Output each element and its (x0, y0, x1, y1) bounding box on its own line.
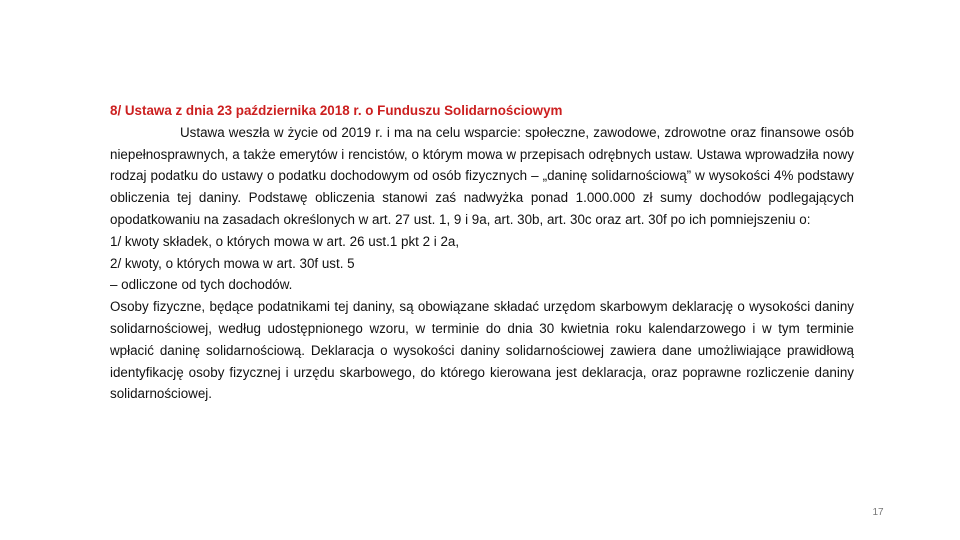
list-item-2: 2/ kwoty, o których mowa w art. 30f ust. 5 (110, 255, 355, 271)
paragraph-obligations: Osoby fizyczne, będące podatnikami tej daniny, są obowiązane składać urzędom skarbowym deklarację o wysokości daniny solidarnościowej, według udostępnionego wzoru, w terminie do dnia 30 kwietnia roku kalendarzowego i w tym terminie wpłacić daninę solidarnościową. Deklaracja o wysokości daniny solidarnościowej zawiera dane umożliwiające prawidłową identyfikację osoby fizycznej i urzędu skarbowego, do którego kierowana jest deklaracja, oraz poprawne rozliczenie daniny solidarnościowej. (110, 299, 854, 402)
slide-heading: 8/ Ustawa z dnia 23 października 2018 r. o Funduszu Solidarnościowym (110, 103, 563, 118)
list-item-1: 1/ kwoty składek, o których mowa w art. 26 ust.1 pkt 2 i 2a, (110, 233, 460, 249)
page-number: 17 (872, 507, 884, 518)
paragraph-intro: Ustawa weszła w życie od 2019 r. i ma na celu wsparcie: społeczne, zawodowe, zdrowotne oraz finansowe osób niepełnosprawnych, a także emerytów i rencistów, o którym mowa w przepisach odrębnych ustaw. Ustawa wprowadziła nowy rodzaj podatku do ustawy o podatku dochodowym od osób fizycznych – „daninę solidarnościową” w wysokości 4% podstawy obliczenia tej daniny. Podstawę obliczenia stanowi zaś nadwyżka ponad 1.000.000 zł sumy dochodów podlegających opodatkowaniu na zasadach określonych w art. 27 ust. 1, 9 i 9a, art. 30b, art. 30c oraz art. 30f po ich pomniejszeniu o: (110, 124, 854, 227)
slide-content (110, 100, 854, 405)
closing-line: – odliczone od tych dochodów. (110, 277, 293, 293)
